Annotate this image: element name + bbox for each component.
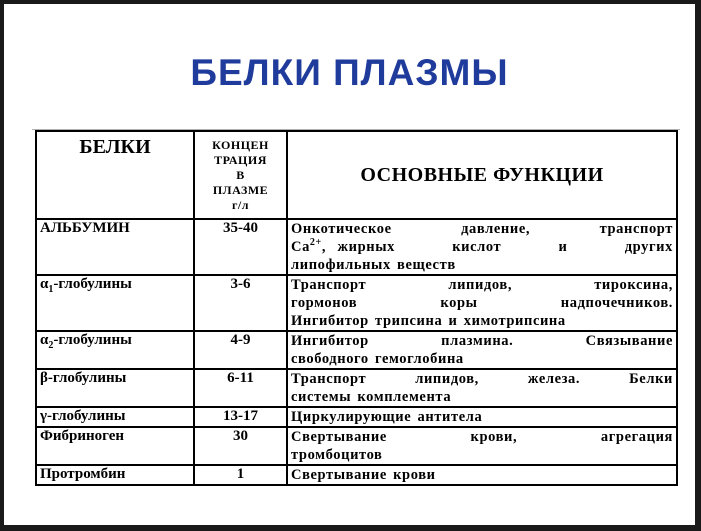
protein-name: -глобулины xyxy=(47,408,126,424)
function-cell xyxy=(287,331,677,369)
table-row xyxy=(36,407,677,427)
header-functions: ОСНОВНЫЕ ФУНКЦИИ xyxy=(287,131,677,219)
protein-name-cell xyxy=(36,275,194,331)
subscript: 2 xyxy=(48,340,54,351)
function-line: Свертывание крови, агрегация xyxy=(291,429,673,445)
protein-name: -глобулины xyxy=(47,370,127,386)
concentration-cell: 3-6 xyxy=(194,275,287,331)
concentration-cell: 6-11 xyxy=(194,369,287,407)
protein-name: АЛЬБУМИН xyxy=(40,220,130,236)
protein-name: Фибриноген xyxy=(40,428,125,444)
table-header-row xyxy=(36,131,677,219)
header-concentration-line: В xyxy=(236,167,245,182)
table-row xyxy=(36,275,677,331)
header-concentration-line: КОНЦЕН xyxy=(212,137,269,152)
function-line: свободного гемоглобина xyxy=(291,351,464,367)
greek-letter: α xyxy=(40,332,49,348)
protein-name-cell xyxy=(36,465,194,485)
function-line: Ингибитор трипсина и химотрипсина xyxy=(291,313,566,329)
function-line-with-superscript: $Ca^{2+}$, жирных кислот и других xyxy=(291,237,673,255)
function-cell xyxy=(287,219,677,275)
concentration-cell: 13-17 xyxy=(194,407,287,427)
protein-name: Протромбин xyxy=(40,466,126,482)
concentration-cell: 30 xyxy=(194,427,287,465)
function-cell xyxy=(287,275,677,331)
table-row xyxy=(36,465,677,485)
concentration-cell: 35-40 xyxy=(194,219,287,275)
header-proteins: БЕЛКИ xyxy=(36,131,194,219)
function-cell xyxy=(287,407,677,427)
header-concentration xyxy=(194,131,287,219)
function-line: тромбоцитов xyxy=(291,447,383,463)
slide xyxy=(4,4,695,525)
table-row xyxy=(36,427,677,465)
function-line: липофильных веществ xyxy=(291,257,456,273)
table-row xyxy=(36,331,677,369)
function-line: гормонов коры надпочечников. xyxy=(291,295,673,311)
function-cell xyxy=(287,465,677,485)
table-row xyxy=(36,369,677,407)
protein-name-cell xyxy=(36,427,194,465)
function-line: системы комплемента xyxy=(291,389,452,405)
function-line: Онкотическое давление, транспорт xyxy=(291,221,673,237)
plasma-proteins-table xyxy=(35,130,678,486)
function-line: Ингибитор плазмина. Связывание xyxy=(291,333,673,349)
function-line: Транспорт липидов, железа. Белки xyxy=(291,371,673,387)
function-cell xyxy=(287,427,677,465)
concentration-cell: 4-9 xyxy=(194,331,287,369)
header-concentration-line: г/л xyxy=(231,197,249,212)
function-cell xyxy=(287,369,677,407)
subscript: 1 xyxy=(48,284,54,295)
function-line: Циркулирующие антитела xyxy=(291,409,483,425)
greek-letter: α xyxy=(40,276,49,292)
header-concentration-line: ПЛАЗМЕ xyxy=(212,182,269,197)
protein-name-cell xyxy=(36,219,194,275)
header-concentration-line: ТРАЦИЯ xyxy=(214,152,267,167)
concentration-cell: 1 xyxy=(194,465,287,485)
protein-name-cell xyxy=(36,369,194,407)
table-row xyxy=(36,219,677,275)
function-line-ca: $Ca^{2+}$, xyxy=(291,237,327,255)
protein-name: -глобулины xyxy=(53,276,132,292)
function-line: Транспорт липидов, тироксина, xyxy=(291,277,673,293)
protein-name-cell xyxy=(36,407,194,427)
slide-title: БЕЛКИ ПЛАЗМЫ xyxy=(190,52,509,93)
function-line: Свертывание крови xyxy=(291,467,436,483)
greek-letter: β xyxy=(40,370,48,386)
greek-letter: γ xyxy=(40,408,48,424)
protein-name: -глобулины xyxy=(53,332,132,348)
protein-name-cell xyxy=(36,331,194,369)
